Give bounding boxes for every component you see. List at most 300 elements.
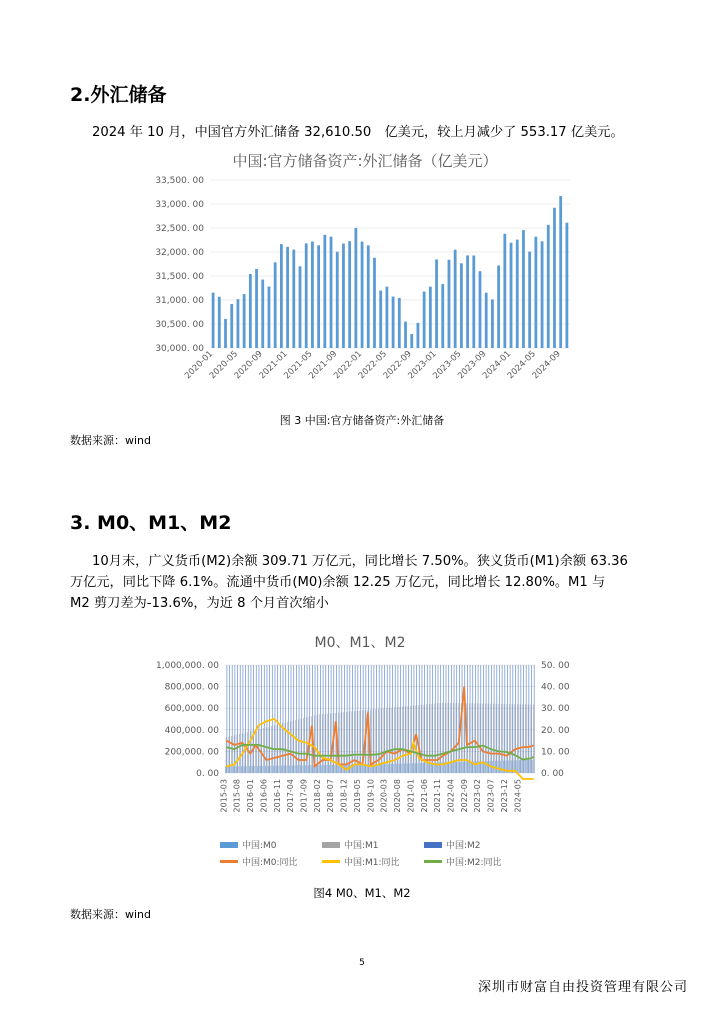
money-bar-m0 (303, 765, 304, 773)
money-bar-m0 (278, 766, 279, 773)
money-bar-m2 (486, 665, 487, 773)
money-bar-m2 (237, 665, 238, 773)
money-bar-m2 (520, 665, 521, 773)
money-bar-m2 (504, 665, 505, 773)
money-bar-m1 (496, 704, 497, 773)
money-bar-m1 (517, 704, 518, 773)
money-bar-m0 (324, 765, 325, 773)
fx-bar (336, 252, 339, 348)
money-bar-m0 (401, 764, 402, 773)
money-bar-m2 (515, 665, 516, 773)
money-bar-m1 (247, 732, 248, 773)
money-bar-m0 (284, 766, 285, 773)
money-bar-m0 (254, 766, 255, 773)
money-bar-m0 (500, 761, 501, 773)
legend-swatch-m0-yoy (220, 860, 238, 863)
money-x-tick-label: 2019-05 (352, 779, 362, 813)
money-bar-m0 (241, 766, 242, 773)
money-bar-m2 (323, 665, 324, 773)
money-bar-m1 (306, 717, 307, 773)
fx-bar (392, 297, 395, 348)
money-bar-m1 (437, 703, 438, 773)
fx-x-tick-label: 2020-01 (183, 349, 216, 382)
money-bar-m1 (266, 727, 267, 773)
money-bar-m2 (373, 665, 374, 773)
fx-y-tick-label: 32,000. 00 (155, 248, 204, 258)
fx-bar (305, 243, 308, 348)
money-x-tick-label: 2018-02 (312, 779, 322, 813)
fx-bar (323, 235, 326, 348)
money-bar-m0 (524, 760, 525, 773)
money-bar-m0 (468, 762, 469, 773)
fx-bar (249, 274, 252, 348)
money-bar-m2 (475, 665, 476, 773)
legend-swatch-m0 (220, 842, 238, 848)
money-x-tick-label: 2023-07 (486, 779, 496, 813)
money-x-tick-label: 2020-08 (393, 779, 403, 813)
money-bar-m2 (424, 665, 425, 773)
money-bar-m0 (294, 765, 295, 773)
money-bar-m1 (269, 727, 270, 773)
fx-bar (354, 228, 357, 348)
money-bar-m0 (428, 763, 429, 773)
fx-bar (212, 293, 215, 348)
fx-bar (286, 247, 289, 348)
fx-caption: 图 3 中国:官方储备资产:外汇储备 (279, 414, 445, 427)
money-chart-title: M0、M1、M2 (314, 635, 406, 651)
money-bar-m0 (409, 763, 410, 773)
fx-x-tick-label: 2023-01 (406, 349, 439, 382)
money-bar-m2 (411, 665, 412, 773)
money-x-tick-label: 2021-11 (433, 779, 443, 813)
money-bar-m0 (249, 766, 250, 773)
money-bar-m0 (297, 765, 298, 773)
money-x-tick-label: 2019-10 (366, 779, 376, 813)
fx-y-tick-label: 30,500. 00 (155, 320, 204, 330)
money-bar-m0 (498, 761, 499, 773)
money-bar-m0 (300, 765, 301, 773)
fx-bar (268, 287, 271, 348)
legend-item-m1 (322, 838, 379, 851)
money-bar-m1 (512, 704, 513, 773)
money-bar-m0 (260, 766, 261, 773)
fx-x-tick-label: 2024-09 (530, 349, 563, 382)
fx-x-tick-label: 2022-05 (356, 349, 390, 382)
money-supply-chart (140, 655, 590, 830)
money-y-left-tick-label: 600,000. 00 (164, 704, 219, 715)
fx-bar (299, 266, 302, 348)
legend-item-m1-yoy (322, 855, 400, 868)
money-x-tick-label: 2021-01 (406, 779, 416, 813)
money-bar-m1 (490, 704, 491, 773)
money-bar-m0 (380, 764, 381, 773)
money-bar-m0 (452, 762, 453, 773)
money-x-tick-label: 2016-11 (272, 779, 282, 813)
money-bar-m0 (503, 761, 504, 773)
fx-chart-title: 中国:官方储备资产:外汇储备（亿美元） (232, 152, 498, 170)
money-bar-m2 (534, 665, 535, 773)
money-bar-m2 (325, 665, 326, 773)
money-bar-m0 (308, 765, 309, 773)
money-bar-m0 (276, 766, 277, 773)
money-bar-m1 (474, 703, 475, 773)
money-bar-m1 (271, 726, 272, 773)
money-bar-m2 (360, 665, 361, 773)
money-x-tick-label: 2023-12 (499, 779, 509, 813)
fx-bar (491, 299, 494, 348)
fx-bar (541, 241, 544, 348)
fx-bar (429, 287, 432, 348)
money-bar-m2 (494, 665, 495, 773)
section-heading-money: 3. M0、M1、M2 (70, 512, 232, 534)
fx-bar (280, 244, 283, 348)
money-bar-m2 (248, 665, 249, 773)
fx-bar (516, 240, 519, 348)
money-bar-m2 (430, 665, 431, 773)
money-bar-m0 (268, 766, 269, 773)
money-bar-m2 (357, 665, 358, 773)
money-bar-m1 (282, 723, 283, 773)
fx-bar (522, 230, 525, 348)
fx-y-tick-label: 33,500. 00 (155, 176, 204, 186)
money-x-tick-label: 2021-06 (419, 779, 429, 813)
money-bar-m0 (415, 763, 416, 773)
money-bar-m1 (442, 703, 443, 773)
money-bar-m2 (349, 665, 350, 773)
money-bar-m1 (244, 733, 245, 773)
fx-bar (417, 323, 420, 348)
fx-bar (261, 280, 264, 348)
money-bar-m0 (385, 764, 386, 773)
money-bar-m1 (421, 705, 422, 773)
money-x-tick-label: 2017-04 (286, 779, 296, 813)
legend-label-m0-yoy: 中国:M0:同比 (242, 858, 298, 868)
fx-x-tick-label: 2023-09 (456, 349, 489, 382)
money-bar-m0 (399, 764, 400, 773)
money-bar-m2 (427, 665, 428, 773)
fx-bar (472, 256, 475, 348)
money-bar-m1 (434, 704, 435, 773)
money-bar-m0 (532, 760, 533, 773)
money-bar-m1 (351, 711, 352, 773)
money-bar-m1 (325, 714, 326, 773)
money-y-left-tick-label: 1,000,000. 00 (156, 661, 219, 671)
money-bar-m1 (303, 718, 304, 773)
money-source: 数据来源：wind (70, 908, 152, 921)
fx-paragraph: 2024 年 10 月，中国官方外汇储备 32,610.50 亿美元，较上月减少了 553.17 亿美元。 (92, 125, 624, 140)
fx-bar (330, 237, 333, 348)
fx-y-tick-label: 31,500. 00 (155, 272, 204, 282)
money-bar-m1 (469, 703, 470, 773)
money-bar-m2 (467, 665, 468, 773)
money-bar-m2 (355, 665, 356, 773)
money-bar-m2 (526, 665, 527, 773)
money-bar-m2 (499, 665, 500, 773)
money-bar-m1 (389, 708, 390, 773)
fx-bar (435, 259, 438, 348)
fx-bar (367, 245, 370, 348)
money-bar-m1 (293, 721, 294, 773)
money-bar-m2 (470, 665, 471, 773)
money-bar-m1 (287, 722, 288, 773)
money-bar-m0 (404, 763, 405, 773)
money-bar-m2 (438, 665, 439, 773)
money-bar-m1 (493, 704, 494, 773)
money-bar-m0 (359, 764, 360, 773)
money-bar-m0 (244, 766, 245, 773)
money-bar-m2 (390, 665, 391, 773)
money-bar-m0 (527, 760, 528, 773)
money-bar-m1 (407, 706, 408, 773)
money-bar-m2 (253, 665, 254, 773)
money-bar-m1 (330, 713, 331, 773)
money-bar-m2 (352, 665, 353, 773)
money-bar-m2 (261, 665, 262, 773)
fx-bar (503, 234, 506, 348)
money-bar-m0 (246, 766, 247, 773)
money-bar-m1 (399, 707, 400, 773)
money-x-tick-label: 2024-05 (513, 779, 523, 813)
fx-bar (379, 290, 382, 348)
fx-y-tick-label: 31,000. 00 (155, 296, 204, 306)
money-bar-m2 (387, 665, 388, 773)
money-bar-m2 (416, 665, 417, 773)
money-bar-m1 (255, 730, 256, 773)
money-y-right-tick-label: 20. 00 (541, 725, 570, 736)
money-bar-m2 (443, 665, 444, 773)
money-y-right-tick-label: 10. 00 (541, 747, 570, 758)
money-bar-m2 (296, 665, 297, 773)
money-bar-m1 (440, 703, 441, 773)
money-caption: 图4 M0、M1、M2 (313, 886, 411, 900)
money-bar-m1 (327, 714, 328, 773)
fx-source: 数据来源：wind (70, 434, 152, 447)
money-bar-m0 (417, 763, 418, 773)
fx-bar (497, 266, 500, 348)
fx-bar (510, 243, 513, 348)
money-bar-m2 (267, 665, 268, 773)
fx-bar (448, 260, 451, 348)
money-x-tick-label: 2015-08 (232, 779, 242, 813)
money-bar-m0 (383, 764, 384, 773)
fx-bar (243, 294, 246, 348)
legend-label-m1-yoy: 中国:M1:同比 (344, 858, 400, 868)
money-bar-m2 (446, 665, 447, 773)
money-bar-m0 (257, 766, 258, 773)
money-bar-m0 (252, 766, 253, 773)
money-bar-m0 (319, 765, 320, 773)
money-bar-m2 (531, 665, 532, 773)
legend-label-m1: 中国:M1 (344, 841, 379, 851)
money-bar-m1 (509, 704, 510, 773)
money-bar-m1 (391, 708, 392, 773)
money-bar-m1 (506, 704, 507, 773)
money-bar-m1 (258, 729, 259, 773)
fx-bar (485, 293, 488, 348)
money-bar-m2 (269, 665, 270, 773)
money-bar-m2 (336, 665, 337, 773)
money-bar-m1 (301, 719, 302, 773)
fx-x-tick-label: 2020-09 (232, 349, 265, 382)
money-bar-m0 (286, 766, 287, 773)
money-bar-m2 (304, 665, 305, 773)
fx-bar (566, 223, 569, 348)
money-bar-m1 (522, 704, 523, 773)
fx-bar (317, 245, 320, 348)
fx-bar (466, 255, 469, 348)
money-bar-m2 (395, 665, 396, 773)
fx-bar (441, 284, 444, 348)
fx-bar (547, 225, 550, 348)
fx-bar (255, 269, 258, 348)
money-x-tick-label: 2022-04 (446, 779, 456, 813)
money-bar-m2 (414, 665, 415, 773)
money-bar-m2 (496, 665, 497, 773)
money-bar-m0 (420, 763, 421, 773)
money-bar-m1 (525, 704, 526, 773)
money-x-tick-label: 2018-12 (339, 779, 349, 813)
money-bar-m0 (487, 761, 488, 773)
money-bar-m2 (491, 665, 492, 773)
money-bar-m1 (239, 734, 240, 773)
fx-bar (348, 241, 351, 348)
money-bar-m0 (519, 760, 520, 773)
money-bar-m1 (520, 704, 521, 773)
money-x-tick-label: 2022-09 (459, 779, 469, 813)
money-bar-m0 (305, 765, 306, 773)
money-bar-m2 (502, 665, 503, 773)
legend-swatch-m1 (322, 842, 340, 848)
money-bar-m2 (235, 665, 236, 773)
money-bar-m1 (397, 707, 398, 773)
money-bar-m1 (322, 714, 323, 773)
money-bar-m0 (273, 766, 274, 773)
money-bar-m2 (408, 665, 409, 773)
money-bar-m2 (317, 665, 318, 773)
money-bar-m0 (327, 765, 328, 773)
fx-x-tick-label: 2021-05 (282, 349, 315, 382)
fx-bar (423, 292, 426, 348)
legend-item-m2 (424, 838, 481, 851)
money-bar-m0 (460, 762, 461, 773)
money-bar-m2 (451, 665, 452, 773)
money-bar-m2 (384, 665, 385, 773)
money-bar-m2 (256, 665, 257, 773)
money-bar-m1 (488, 704, 489, 773)
legend-swatch-m1-yoy (322, 860, 340, 863)
money-bar-m0 (230, 766, 231, 773)
fx-x-tick-label: 2023-05 (431, 349, 464, 382)
fx-x-tick-label: 2021-01 (257, 349, 290, 382)
fx-reserve-chart (140, 172, 580, 402)
fx-x-tick-label: 2022-01 (332, 349, 365, 382)
money-bar-m2 (344, 665, 345, 773)
money-y-right-tick-label: 40. 00 (541, 682, 570, 693)
money-bar-m1 (405, 706, 406, 773)
money-bar-m2 (472, 665, 473, 773)
money-bar-m0 (292, 765, 293, 773)
page-number: 5 (359, 958, 365, 968)
legend-swatch-m2-yoy (424, 860, 442, 863)
money-bar-m2 (398, 665, 399, 773)
money-bar-m2 (406, 665, 407, 773)
money-bar-m2 (328, 665, 329, 773)
money-bar-m2 (288, 665, 289, 773)
money-bar-m1 (234, 735, 235, 773)
money-bar-m2 (483, 665, 484, 773)
money-bar-m1 (290, 721, 291, 773)
fx-x-tick-label: 2024-05 (505, 349, 538, 382)
money-bar-m2 (285, 665, 286, 773)
money-x-tick-label: 2023-02 (473, 779, 483, 813)
fx-bar (559, 196, 562, 348)
money-x-tick-label: 2018-07 (326, 779, 336, 813)
fx-bar (373, 258, 376, 348)
money-bar-m1 (263, 728, 264, 773)
money-y-left-tick-label: 400,000. 00 (164, 725, 219, 736)
money-bar-m2 (283, 665, 284, 773)
money-bar-m2 (229, 665, 230, 773)
money-bar-m0 (332, 765, 333, 773)
money-x-tick-label: 2020-03 (379, 779, 389, 813)
fx-bar (553, 208, 556, 348)
money-y-right-tick-label: 0. 00 (541, 769, 564, 779)
money-bar-m1 (418, 705, 419, 773)
money-bar-m2 (528, 665, 529, 773)
legend-label-m2-yoy: 中国:M2:同比 (446, 858, 502, 868)
money-bar-m2 (365, 665, 366, 773)
money-bar-m1 (424, 705, 425, 773)
money-y-right-tick-label: 50. 00 (541, 661, 570, 671)
fx-bar (528, 252, 531, 348)
fx-x-tick-label: 2024-01 (480, 349, 514, 382)
section-heading-fx: 2.外汇储备 (70, 84, 167, 106)
money-bar-m2 (480, 665, 481, 773)
money-bar-m0 (289, 766, 290, 773)
money-bar-m0 (423, 763, 424, 773)
fx-bar (386, 287, 389, 348)
fx-y-tick-label: 30,000. 00 (155, 344, 204, 354)
money-bar-m2 (251, 665, 252, 773)
money-x-tick-label: 2017-09 (299, 779, 309, 813)
money-bar-m0 (388, 764, 389, 773)
money-bar-m2 (523, 665, 524, 773)
money-bar-m0 (262, 766, 263, 773)
fx-bar (410, 334, 413, 348)
money-bar-m1 (456, 703, 457, 773)
money-bar-m2 (309, 665, 310, 773)
money-bar-m1 (410, 706, 411, 773)
money-bar-m2 (510, 665, 511, 773)
money-x-tick-label: 2015-03 (219, 779, 229, 813)
money-bar-m0 (522, 760, 523, 773)
money-bar-m1 (445, 703, 446, 773)
money-bar-m0 (225, 767, 226, 773)
money-bar-m0 (281, 766, 282, 773)
money-bar-m0 (455, 762, 456, 773)
money-bar-m0 (337, 765, 338, 773)
money-bar-m0 (356, 764, 357, 773)
fx-y-tick-label: 33,000. 00 (155, 200, 204, 210)
money-bar-m2 (291, 665, 292, 773)
money-bar-m2 (403, 665, 404, 773)
money-bar-m2 (243, 665, 244, 773)
money-bar-m2 (341, 665, 342, 773)
money-bar-m0 (343, 765, 344, 773)
legend-item-m0-yoy (220, 855, 298, 868)
money-bar-m0 (393, 764, 394, 773)
money-bar-m0 (238, 766, 239, 773)
